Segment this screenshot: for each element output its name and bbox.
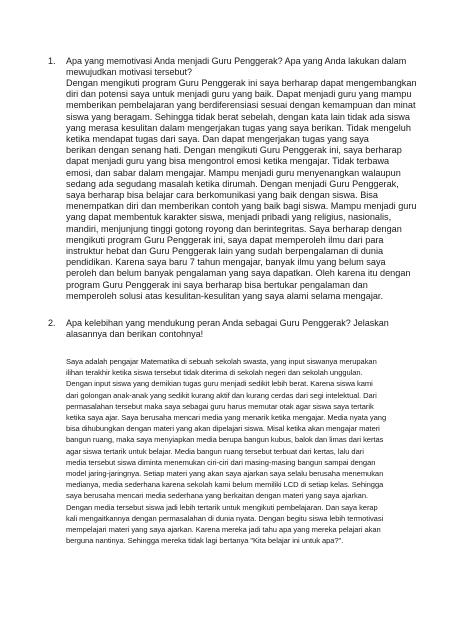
answer-line: Dengan media tersebut siswa jadi lebih tertarik untuk mengikuti pembelajaran. Dan saya kerap: [66, 502, 378, 512]
answer-line: diri dan potensi saya untuk menjadi guru yang baik. Dapat menjadi guru yang mampu: [66, 89, 412, 100]
answer-line: ketika mendapat tugas dari saya. Dan dapat mengerjakan tugas yang saya: [66, 134, 369, 145]
answer-line: bisa dihubungkan dengan materi yang akan dipelajari siswa. Misal ketika akan mengajar materi: [66, 424, 380, 434]
answer-line: siswa yang beragam. Sehingga tidak berat sebelah, dengan kata lain tidak ada siswa: [66, 111, 410, 122]
question-1-block: [48, 56, 422, 302]
answer-line: Dengan mengikuti program Guru Penggerak ini saya berharap dapat mengembangkan: [66, 78, 417, 88]
answer-line: dari golongan anak-anak yang sedikit kurang aktif dan kurang cerdas dari segi intelektual. Dari: [66, 390, 377, 400]
answer-line: Saya adalah pengajar Matematika di sebuah sekolah swasta, yang input siswanya merupakan: [66, 357, 377, 366]
question-1-number: 1.: [48, 56, 56, 66]
answer-line: kali mengaitkannya dengan permasalahan di dunia nyata. Dengan begitu siswa lebih termotivasi: [66, 513, 384, 523]
answer-line: instruktur hebat dan Guru Penggerak lain yang sudah berpengalaman di dunia: [66, 246, 384, 257]
answer-line: mengikuti program Guru Penggerak ini, saya dapat memperoleh ilmu dari para: [66, 234, 384, 245]
answer-line: memberikan pembelajaran yang berdiferensiasi sesuai dengan kemampuan dan minat: [66, 100, 416, 111]
answer-2: [66, 356, 422, 546]
answer-line: yang dapat membentuk karakter siswa, menjadi pribadi yang religius, nasionalis,: [66, 212, 392, 223]
answer-line: yang merasa kesulitan dalam mengerjakan tugas yang saya berikan. Tidak mengeluh: [66, 122, 411, 133]
answer-line: dapat menjadi guru yang bisa mengontrol emosi ketika mengajar. Tidak terbawa: [66, 156, 390, 167]
answer-line: sedang ada segudang masalah ketika dirumah. Dengan menjadi Guru Penggerak,: [66, 178, 399, 189]
answer-line: media tersebut siswa diminta menemukan ciri-ciri dari masing-masing bangun sampai dengan: [66, 457, 376, 467]
answer-line: saya berusaha mencari media sederhana yang berkaitan dengan materi yang saya ajarkan.: [66, 491, 369, 501]
question-line: mewujudkan motivasi tersebut?: [66, 67, 193, 77]
answer-line: medianya, media sederhana karena sekolah kami belum memiliki LCD di setiap kelas. Sehingga: [66, 480, 384, 490]
question-2-number: 2.: [48, 318, 56, 328]
question-2-text: [66, 318, 422, 340]
question-line: Apa yang memotivasi Anda menjadi Guru Penggerak? Apa yang Anda lakukan dalam: [66, 56, 407, 66]
question-1-text: [66, 56, 422, 78]
question-1: [48, 56, 422, 78]
answer-line: mempelajari materi yang saya ajarkan. Karena mereka jadi tahu apa yang mereka pelajari akan: [66, 525, 381, 535]
answer-line: ilihan terakhir ketika siswa tersebut tidak diterima di sekolah negeri dan sekolah unggulan.: [66, 368, 363, 378]
answer-1: [66, 78, 422, 302]
answer-line: agar siswa tertarik untuk belajar. Media bangun ruang tersebut terbuat dari kertas, lalu dari: [66, 446, 364, 456]
answer-line: berguna nantinya. Sehingga mereka tidak lagi bertanya "Kita belajar ini untuk apa?".: [66, 536, 344, 546]
answer-line: mandiri, menjunjung tinggi gotong royong dan berintegritas. Saya berharap dengan: [66, 223, 402, 234]
answer-line: memperoleh solusi atas kesulitan-kesulitan yang saya alami selama mengajar.: [66, 290, 383, 301]
answer-line: pendidikan. Karena saya baru 7 tahun mengajar, banyak ilmu yang belum saya: [66, 257, 386, 268]
answer-line: menempatkan diri dan memberikan contoh yang baik bagi siswa. Mampu menjadi guru: [66, 201, 417, 212]
question-line: Apa kelebihan yang mendukung peran Anda sebagai Guru Penggerak? Jelaskan: [66, 318, 389, 328]
answer-line: Dengan input siswa yang demikian tugas guru menjadi sedikit lebih berat. Karena siswa kami: [66, 379, 373, 389]
question-2: [48, 318, 422, 340]
answer-line: emosi, dan sabar dalam mengajar. Mampu menjadi guru menyenangkan walaupun: [66, 167, 401, 178]
question-line: alasannya dan berikan contohnya!: [66, 329, 204, 339]
answer-line: program Guru Penggerak ini saya berharap bisa bertukar pengalaman dan: [66, 279, 368, 290]
answer-line: permasalahan tersebut maka saya sebagai guru harus memutar otak agar siswa saya tertarik: [66, 401, 374, 411]
answer-line: ketika saya ajar. Saya berusaha mencari media yang menarik ketika mengajar. Media nyata yang: [66, 413, 387, 423]
answer-line: bangun ruang, maka saya menyiapkan media berupa bangun kubus, balok dan limas dari kertas: [66, 435, 384, 445]
answer-line: model jaring-jaringnya. Setiap materi yang akan saya ajarkan saya selalu berusaha menemukan: [66, 469, 384, 479]
answer-line: peroleh dan belum banyak pengalaman yang saya dapatkan. Oleh karena itu dengan: [66, 268, 411, 279]
question-2-block: [48, 318, 422, 546]
answer-line: saya berharap bisa belajar cara berkomunikasi yang baik dengan siswa. Bisa: [66, 190, 378, 201]
answer-line: berikan dengan senang hati. Dengan mengikuti Guru Penggerak ini, saya berharap: [66, 145, 402, 156]
